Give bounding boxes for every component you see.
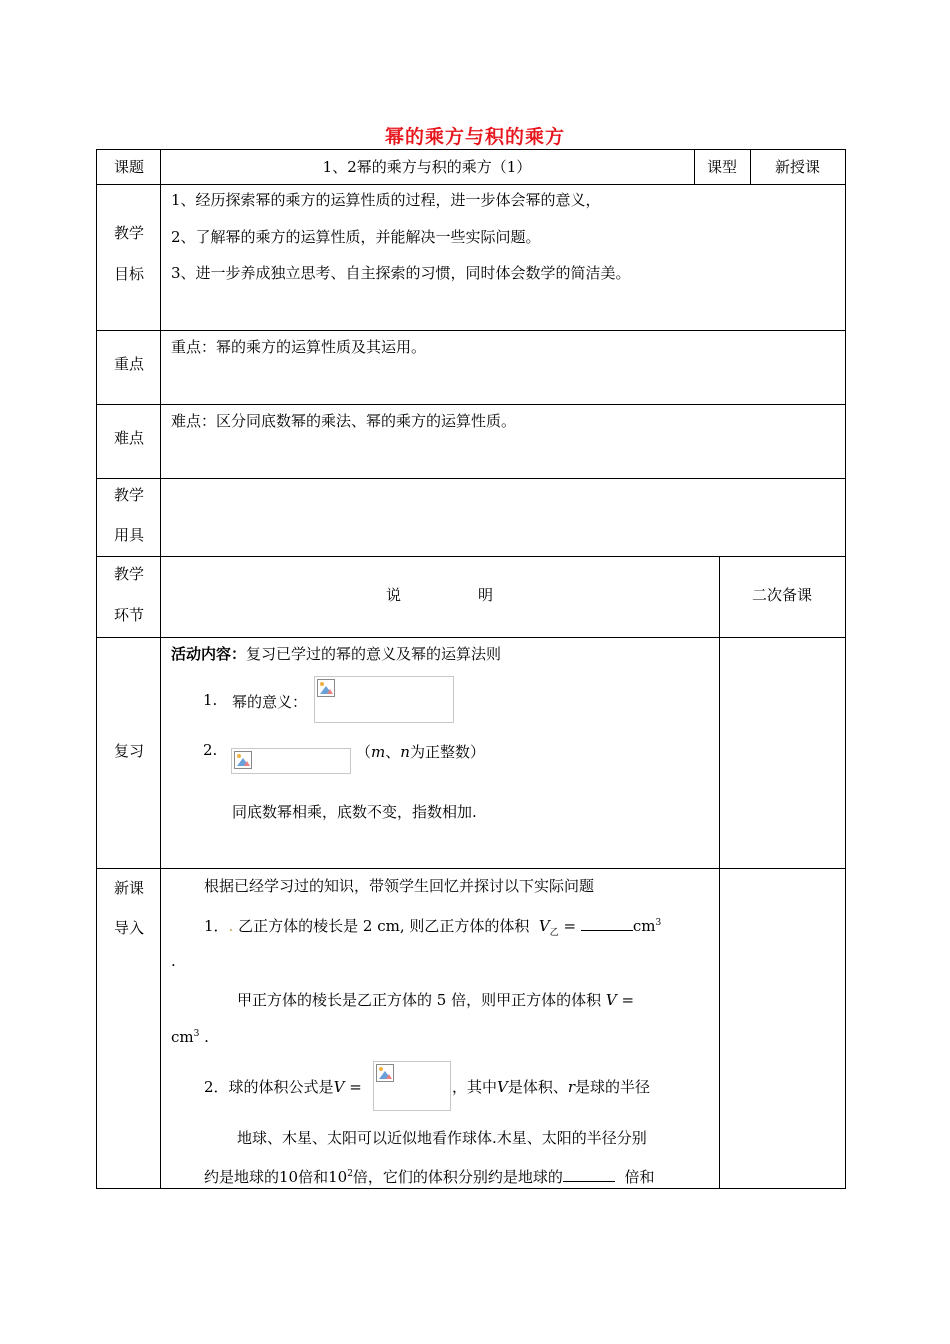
review-item1-text: 幂的意义： — [232, 693, 308, 711]
broken-image-icon — [376, 1064, 394, 1082]
review-item2-note: （m、n为正整数） — [356, 743, 485, 761]
objectives-label-1: 教学 — [113, 224, 144, 242]
second-prep-heading: 二次备课 — [751, 586, 812, 604]
objective-item: 1、经历探索幂的乘方的运算性质的过程，进一步体会幂的意义， — [171, 191, 601, 209]
activity-text: 复习已学过的幂的意义及幂的运算法则 — [246, 645, 502, 663]
difficulty-label: 难点 — [113, 429, 144, 447]
topic-label: 课题 — [113, 158, 144, 176]
intro-problem-2-line3: 约是地球的10倍和$10^2$倍，它们的体积分别约是地球的 倍和 — [204, 1168, 655, 1186]
intro-label-1: 新课 — [113, 879, 144, 897]
objectives-label-2: 目标 — [113, 265, 144, 283]
stages-label-1: 教学 — [113, 565, 144, 583]
objective-item: 2、了解幂的乘方的运算性质，并能解决一些实际问题。 — [171, 228, 541, 246]
stages-label-2: 环节 — [113, 606, 144, 624]
key-point-label: 重点 — [113, 355, 144, 373]
intro-label-2: 导入 — [113, 919, 144, 937]
broken-image-icon — [317, 679, 335, 697]
formula-image-placeholder — [314, 676, 454, 723]
key-point-text: 重点：幂的乘方的运算性质及其运用。 — [171, 338, 427, 356]
objective-item: 3、进一步养成独立思考、自主探索的习惯，同时体会数学的简洁美。 — [171, 264, 631, 282]
activity-bold: 活动内容： — [171, 645, 247, 663]
type-value: 新授课 — [774, 158, 820, 176]
explain-heading-1: 说 — [386, 586, 402, 604]
review-item2-num: 2. — [203, 741, 218, 759]
intro-problem-2: 2．球的体积公式是V = — [204, 1078, 362, 1096]
intro-problem-1b: 甲正方体的棱长是乙正方体的 5 倍，则甲正方体的体积 V = — [237, 991, 635, 1009]
intro-lead: 根据已经学习过的知识，带领学生回忆并探讨以下实际问题 — [204, 877, 595, 895]
tools-label-1: 教学 — [113, 486, 144, 504]
explain-heading-2: 明 — [478, 586, 494, 604]
formula-image-placeholder — [231, 748, 351, 774]
review-label: 复习 — [113, 742, 144, 760]
type-label: 课型 — [706, 158, 737, 176]
intro-problem-1: 1．. 乙正方体的棱长是 2 cm, 则乙正方体的体积 $V_乙 = cm^3$ — [204, 917, 662, 938]
intro-problem-2-rest: ，其中V是体积、r是球的半径 — [452, 1078, 651, 1096]
broken-image-icon — [234, 751, 252, 769]
review-activity — [171, 643, 501, 664]
difficulty-text: 难点：区分同底数幂的乘法、幂的乘方的运算性质。 — [171, 412, 517, 430]
intro-problem-2-line2: 地球、木星、太阳可以近似地看作球体.木星、太阳的半径分别 — [237, 1129, 647, 1147]
review-rule: 同底数幂相乘，底数不变，指数相加. — [232, 803, 477, 821]
topic-value: 1、2幂的乘方与积的乘方（1） — [322, 158, 532, 176]
tools-label-2: 用具 — [113, 526, 144, 544]
intro-problem-1b-unit: $cm^3$ . — [171, 1028, 209, 1046]
intro-problem-1-end: . — [171, 952, 176, 970]
formula-image-placeholder — [373, 1061, 451, 1111]
review-item1-num: 1. — [203, 691, 218, 709]
page-title: 幂的乘方与积的乘方 — [384, 126, 565, 148]
